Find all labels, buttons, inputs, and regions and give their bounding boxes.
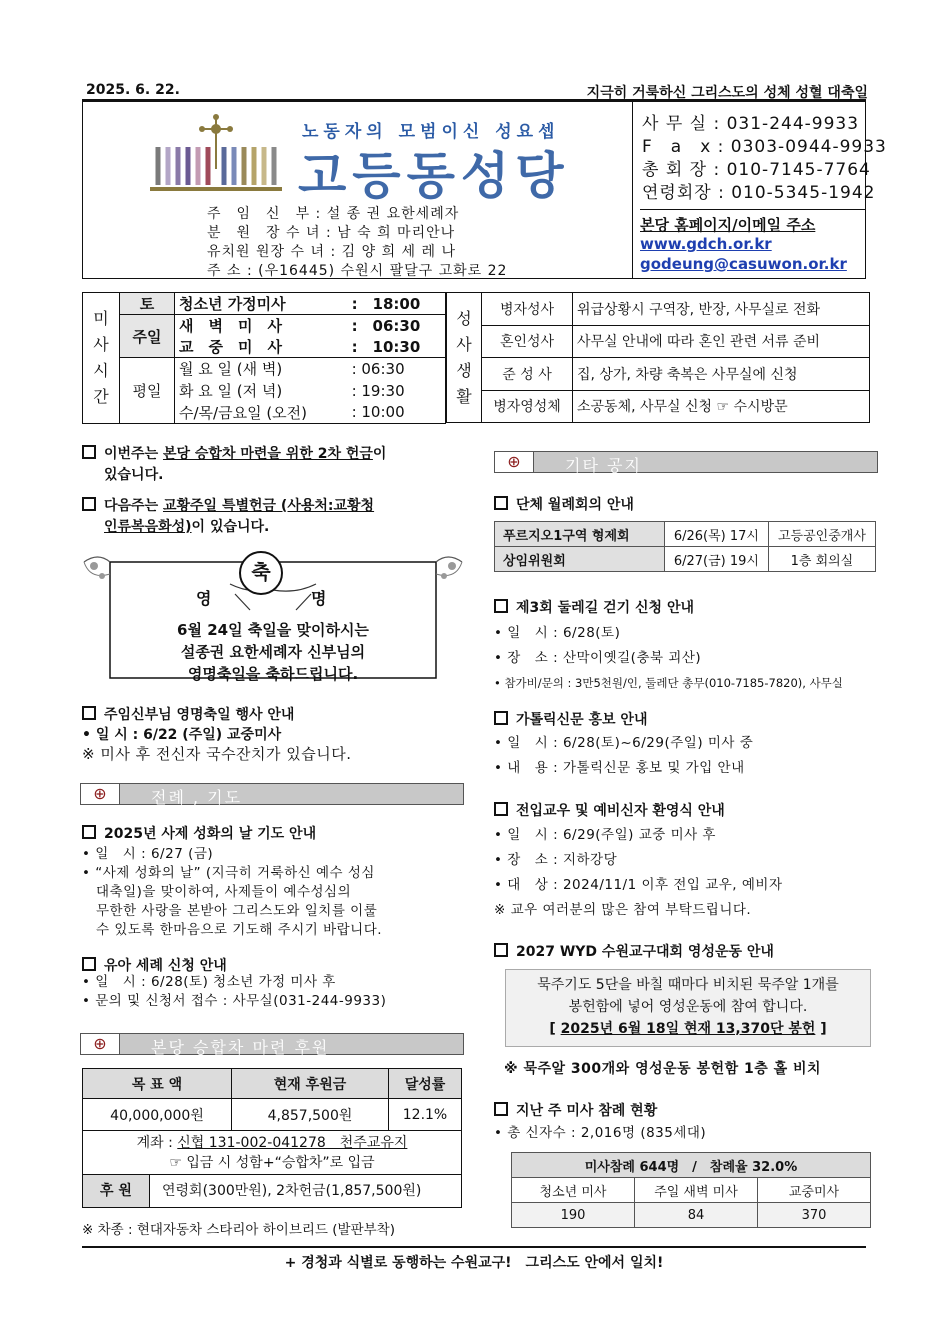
prayer-title: 2025년 사제 성화의 날 기도 안내: [82, 823, 316, 843]
church-emblem-icon: [146, 113, 286, 199]
newspaper-body: • 일 시 : 6/28(토)~6/29(주일) 미사 중 • 내 용 : 가톨릭신문 홍보 및 가입 안내: [494, 735, 754, 776]
attendance-summary: 미사참례 644명 / 참례율 32.0%: [512, 1153, 871, 1178]
walk-title: 제3회 둘레길 걷기 신청 안내: [494, 597, 694, 617]
contact-rule: [640, 209, 866, 210]
fund-rate: 12.1%: [389, 1099, 462, 1131]
mass-sat-day: 토: [120, 293, 175, 315]
notice-papal-collection: 다음주는 교황주일 특별헌금 (사용처:교황청 인류복음화성)이 있습니다.: [82, 496, 462, 538]
attendance-header-youth: 청소년 미사: [512, 1178, 635, 1203]
mass-mon: 월 요 일 (새 벽): [175, 358, 348, 380]
mass-sun-main-time: : 10:30: [348, 336, 446, 358]
meeting-group-1: 푸르지오1구역 형제회: [495, 522, 665, 547]
meeting-title: 단체 월례회의 안내: [494, 494, 634, 514]
clergy-kindergarten-director: 유치원 원장 수 녀 : 김 양 희 세 레 나: [207, 244, 457, 260]
attendance-table: [511, 1152, 871, 1228]
square-bullet-icon: [494, 711, 508, 725]
fund-table: [82, 1068, 462, 1208]
wyd-count: 2025년 6월 18일 현재 13,370단 봉헌: [560, 1021, 816, 1037]
square-bullet-icon: [82, 497, 96, 511]
contact-list: [642, 113, 887, 205]
contact-president: 총 회 장 : 010-7145-7764: [642, 160, 871, 180]
attendance-total: • 총 신자수 : 2,016명 (835세대): [494, 1125, 707, 1141]
mass-tue-time: : 19:30: [348, 380, 446, 402]
square-bullet-icon: [494, 802, 508, 816]
sacrament-value-blessing: 집, 상가, 차량 축복은 사무실에 신청: [573, 358, 870, 391]
wyd-title: 2027 WYD 수원교구대회 영성운동 안내: [494, 941, 774, 961]
mass-sun-main: 교 중 미 사: [175, 336, 348, 358]
sacrament-key-marriage: 혼인성사: [482, 325, 573, 358]
sacrament-value-communion: 소공동체, 사무실 신청 ☞ 수시방문: [573, 390, 870, 423]
feast-event-title: 주임신부님 영명축일 행사 안내: [82, 704, 294, 724]
mass-schedule-table: [82, 292, 446, 424]
van-model-note: ※ 차종 : 현대자동차 스타리아 하이브리드 (발판부착): [82, 1222, 395, 1238]
circle-plus-icon: ⊕: [495, 452, 534, 472]
square-bullet-icon: [82, 825, 96, 839]
square-bullet-icon: [494, 496, 508, 510]
header-divider: [632, 101, 633, 279]
attendance-main: 370: [758, 1203, 871, 1228]
sacrament-label: 성 사 생 활: [447, 293, 482, 423]
square-bullet-icon: [82, 957, 96, 971]
celebrate-badge: 축: [239, 551, 283, 595]
mass-sun-day: 주일: [120, 315, 175, 358]
sacrament-table: [446, 292, 870, 423]
square-bullet-icon: [82, 706, 96, 720]
wyd-box: 묵주기도 5단을 바칠 때마다 비치된 묵주알 1개를 봉헌함에 넣어 영성운동에 참여 합니다. [ 2025년 6월 18일 현재 13,370단 봉헌 ]: [505, 969, 871, 1047]
section-bar-other-notices: ⊕ 기타 공지: [494, 451, 878, 473]
mass-mon-time: : 06:30: [348, 358, 446, 380]
logo-subtitle: 노동자의 모범이신 성요셉: [302, 122, 560, 142]
attendance-dawn: 84: [635, 1203, 758, 1228]
attendance-title: 지난 주 미사 참례 현황: [494, 1100, 657, 1120]
fund-header-current: 현재 후원금: [232, 1069, 389, 1099]
sacrament-value-marriage: 사무실 안내에 따라 혼인 관련 서류 준비: [573, 325, 870, 358]
mass-weekday-day: 평일: [120, 358, 175, 424]
homepage-link[interactable]: www.gdch.or.kr: [640, 235, 772, 253]
clergy-pastor: 주 임 신 부 : 설 종 권 요한세례자: [207, 206, 460, 222]
attendance-youth: 190: [512, 1203, 635, 1228]
banner-word-1: 영: [196, 589, 212, 608]
meeting-group-2: 상임위원회: [495, 547, 665, 572]
newspaper-title: 가톨릭신문 홍보 안내: [494, 709, 647, 729]
prayer-body: • 일 시 : 6/27 (금) • “사제 성화의 날” (지극히 거룩하신 예수 성심 대축일)을 맞이하여, 사제들이 예수성심의 무한한 사랑을 본받아 그리스도와 일치를 이룰 수 있도록 한마음으로 기도해 주시기 바랍니다.: [82, 846, 383, 938]
sacrament-key-anointing: 병자성사: [482, 293, 573, 326]
sacrament-value-anointing: 위급상황시 구역장, 반장, 사무실로 전화: [573, 293, 870, 326]
baptism-body: • 일 시 : 6/28(토) 청소년 가정 미사 후 • 문의 및 신청서 접수 : 사무실(031-244-9933): [82, 974, 387, 1009]
fund-header-target: 목 표 액: [83, 1069, 232, 1099]
fund-header-rate: 달성률: [389, 1069, 462, 1099]
section-bar-liturgy: ⊕ 전례 , 기도: [80, 783, 464, 805]
feast-title: 지극히 거룩하신 그리스도의 성체 성혈 대축일: [586, 85, 868, 101]
welcome-title: 전입교우 및 예비신자 환영식 안내: [494, 800, 725, 820]
meeting-time-1: 6/26(목) 17시: [665, 522, 769, 547]
square-bullet-icon: [82, 445, 96, 459]
feast-event-note: ※ 미사 후 전신자 국수잔치가 있습니다.: [82, 745, 352, 763]
section-bar-van-fund: ⊕ 본당 승합차 마련 후원: [80, 1033, 464, 1055]
fund-sponsor: 후 원 연령회(300만원), 2차헌금(1,857,500원): [83, 1175, 462, 1208]
footer-rule: [82, 1246, 866, 1248]
wyd-note: ※ 묵주알 300개와 영성운동 봉헌함 1층 홀 비치: [504, 1061, 822, 1077]
mass-sat-time: : 18:00: [348, 293, 446, 315]
footer-slogan: + 경청과 식별로 동행하는 수원교구! 그리스도 안에서 일치!: [284, 1255, 664, 1271]
mass-sun-dawn-time: : 06:30: [348, 315, 446, 337]
church-address: 주 소 : (우16445) 수원시 팔달구 고화로 22: [207, 263, 508, 279]
feast-event-date: • 일 시 : 6/22 (주일) 교중미사: [82, 727, 282, 743]
fund-deposit-note: ☞ 입금 시 성함+“승합차”로 입금: [169, 1154, 375, 1171]
logo-name: 고등동성당: [298, 147, 570, 205]
clergy-sister-superior: 분 원 장 수 녀 : 남 숙 희 마리안나: [207, 225, 456, 241]
mass-label: 미 사 시 간: [83, 293, 120, 424]
fund-target: 40,000,000원: [83, 1099, 232, 1131]
mass-sun-dawn: 새 벽 미 사: [175, 315, 348, 337]
banner-message: 6월 24일 축일을 맞이하시는 설종권 요한세례자 신부님의 영명축일을 축하드립니다.: [177, 621, 369, 683]
banner-word-2: 명: [311, 589, 327, 608]
square-bullet-icon: [494, 599, 508, 613]
square-bullet-icon: [494, 1102, 508, 1116]
web-title: 본당 홈페이지/이메일 주소: [640, 216, 816, 234]
mass-wed-fri: 수/목/금요일 (오전): [175, 402, 348, 424]
fund-account: 계좌 : 신협 131-002-041278 천주교유지 ☞ 입금 시 성함+“승합차”로 입금: [83, 1131, 462, 1175]
clergy-list: [207, 205, 459, 262]
welcome-body: • 일 시 : 6/29(주일) 교중 미사 후 • 장 소 : 지하강당 • 대 상 : 2024/11/1 이후 전입 교우, 예비자 ※ 교우 여러분의 많은 참여 부탁드립니다.: [494, 827, 783, 918]
walk-body: • 일 시 : 6/28(토) • 장 소 : 산막이옛길(충북 괴산) • 참가비/문의 : 3만5천원/인, 둘레단 총무(010-7185-7820), 사무실: [494, 625, 843, 690]
meeting-time-2: 6/27(금) 19시: [665, 547, 769, 572]
mass-wed-fri-time: : 10:00: [348, 402, 446, 424]
email-link[interactable]: godeung@casuwon.or.kr: [640, 255, 847, 273]
mass-sat-name: 청소년 가정미사: [175, 293, 348, 315]
issue-date: 2025. 6. 22.: [86, 82, 180, 98]
sacrament-key-blessing: 준 성 사: [482, 358, 573, 391]
square-bullet-icon: [494, 943, 508, 957]
mass-tue: 화 요 일 (저 녁): [175, 380, 348, 402]
meeting-place-2: 1층 회의실: [768, 547, 875, 572]
attendance-header-dawn: 주일 새벽 미사: [635, 1178, 758, 1203]
circle-plus-icon: ⊕: [81, 784, 120, 804]
contact-funeral-head: 연령회장 : 010-5345-1942: [642, 183, 876, 203]
meeting-table: [494, 521, 876, 572]
fund-current: 4,857,500원: [232, 1099, 389, 1131]
sacrament-key-communion: 병자영성체: [482, 390, 573, 423]
meeting-place-1: 고등공인중개사: [768, 522, 875, 547]
circle-plus-icon: ⊕: [81, 1034, 120, 1054]
fund-account-number: 신협 131-002-041278 천주교유지: [177, 1134, 408, 1151]
baptism-title: 유아 세례 신청 안내: [82, 955, 227, 975]
notice-second-collection: 이번주는 본당 승합차 마련을 위한 2차 헌금이 있습니다.: [82, 444, 462, 486]
contact-office: 사 무 실 : 031-244-9933: [642, 114, 860, 134]
attendance-header-main: 교중미사: [758, 1178, 871, 1203]
contact-fax: F a x : 0303-0944-9933: [642, 137, 887, 157]
